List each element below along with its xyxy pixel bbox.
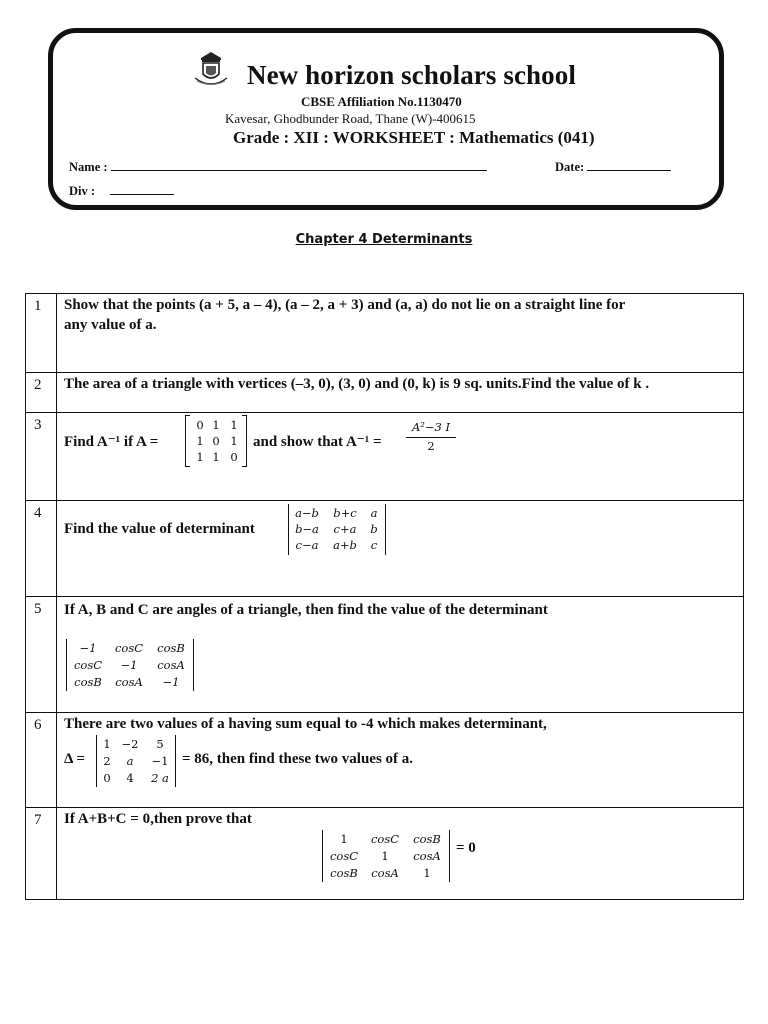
question-tail: = 86, then find these two values of a.	[182, 751, 414, 767]
det-cell: 4	[126, 771, 134, 785]
questions-table	[25, 293, 744, 900]
name-field[interactable]	[69, 159, 487, 175]
det-cell: cosC	[329, 849, 359, 863]
det-cell: cosB	[74, 675, 102, 689]
det-cell: cosB	[157, 641, 185, 655]
det-cell: cosA	[115, 675, 143, 689]
det-cell: 5	[156, 737, 164, 751]
matrix-cell: 1	[196, 434, 204, 448]
question-number: 3	[34, 417, 42, 433]
det-cell: 2	[103, 754, 111, 768]
det-cell: cosB	[330, 866, 358, 880]
question-text: If A, B and C are angles of a triangle, then find the value of the determinant	[64, 602, 548, 618]
matrix-cell: 1	[230, 418, 238, 432]
determinant	[66, 639, 194, 691]
question-row-4	[26, 501, 743, 597]
question-text: Find the value of determinant	[64, 521, 255, 537]
school-address: Kavesar, Ghodbunder Road, Thane (W)-400615	[225, 111, 476, 126]
school-crest-icon	[193, 50, 229, 90]
question-text-line-1: Show that the points (a + 5, a – 4), (a – 2, a + 3) and (a, a) do not lie on a straight line for	[64, 297, 626, 313]
det-cell: 1	[423, 866, 431, 880]
matrix-cell: 0	[196, 418, 204, 432]
det-cell: a	[370, 506, 378, 520]
matrix-cell: 1	[230, 434, 238, 448]
question-number: 7	[34, 812, 42, 828]
matrix-cell: 1	[196, 450, 204, 464]
school-header-box	[48, 28, 724, 210]
question-text-find: Find A⁻¹ if A =	[64, 434, 159, 450]
div-field[interactable]	[69, 183, 174, 199]
question-text: If A+B+C = 0,then prove that	[64, 811, 252, 827]
det-cell: a+b	[333, 538, 357, 552]
det-cell: −1	[162, 675, 180, 689]
div-label: Div :	[69, 184, 96, 198]
question-number: 4	[34, 505, 42, 521]
question-number: 2	[34, 377, 42, 393]
question-number: 1	[34, 298, 42, 314]
det-cell: c−a	[295, 538, 319, 552]
question-row-6	[26, 713, 743, 808]
fraction-numerator: A²−3 I	[411, 420, 451, 434]
question-number: 5	[34, 601, 42, 617]
det-cell: cosC	[370, 832, 400, 846]
question-text-show: and show that A⁻¹ =	[253, 434, 382, 450]
matrix-a	[185, 415, 247, 467]
det-cell: cosA	[371, 866, 399, 880]
det-cell: c	[370, 538, 378, 552]
matrix-cell: 0	[212, 434, 220, 448]
determinant	[288, 504, 386, 555]
delta-symbol: Δ =	[64, 751, 85, 767]
det-cell: a−b	[295, 506, 319, 520]
det-cell: b	[370, 522, 378, 536]
det-cell: cosA	[413, 849, 441, 863]
worksheet-grade-subject: Grade : XII : WORKSHEET : Mathematics (041)	[233, 128, 595, 147]
date-blank[interactable]	[587, 159, 671, 171]
det-cell: a	[126, 754, 134, 768]
matrix-cell: 1	[212, 450, 220, 464]
det-cell: 0	[103, 771, 111, 785]
det-cell: 1	[103, 737, 111, 751]
question-tail: = 0	[456, 840, 476, 856]
date-label: Date:	[555, 160, 585, 174]
det-cell: cosA	[157, 658, 185, 672]
det-cell: cosC	[114, 641, 144, 655]
name-label: Name :	[69, 160, 108, 174]
question-row-3	[26, 413, 743, 501]
chapter-title: Chapter 4 Determinants	[295, 232, 473, 247]
determinant	[96, 735, 176, 787]
question-text: The area of a triangle with vertices (–3, 0), (3, 0) and (0, k) is 9 sq. units.Find the value of k .	[64, 376, 650, 392]
school-name: New horizon scholars school	[247, 60, 576, 90]
det-cell: −1	[120, 658, 138, 672]
question-number: 6	[34, 717, 42, 733]
det-cell: −1	[79, 641, 97, 655]
question-row-2	[26, 373, 743, 413]
det-cell: −2	[121, 737, 139, 751]
det-cell: 1	[340, 832, 348, 846]
div-blank[interactable]	[110, 183, 174, 195]
matrix-cell: 1	[212, 418, 220, 432]
matrix-cell: 0	[230, 450, 238, 464]
det-cell: cosC	[73, 658, 103, 672]
fraction-bar	[406, 437, 456, 438]
det-cell: 2 a	[151, 771, 169, 785]
question-row-5	[26, 597, 743, 713]
det-cell: b−a	[295, 522, 319, 536]
det-cell: c+a	[333, 522, 357, 536]
det-cell: b+c	[333, 506, 357, 520]
det-cell: −1	[151, 754, 169, 768]
question-row-1	[26, 294, 743, 373]
det-cell: 1	[381, 849, 389, 863]
date-field[interactable]	[555, 159, 671, 175]
question-row-7	[26, 808, 743, 900]
name-blank[interactable]	[111, 159, 487, 171]
affiliation-number: CBSE Affiliation No.1130470	[301, 94, 462, 109]
fraction-denominator: 2	[427, 439, 435, 453]
question-text-line-2: any value of a.	[64, 317, 157, 333]
question-text: There are two values of a having sum equal to -4 which makes determinant,	[64, 716, 547, 732]
determinant	[322, 830, 450, 882]
det-cell: cosB	[413, 832, 441, 846]
